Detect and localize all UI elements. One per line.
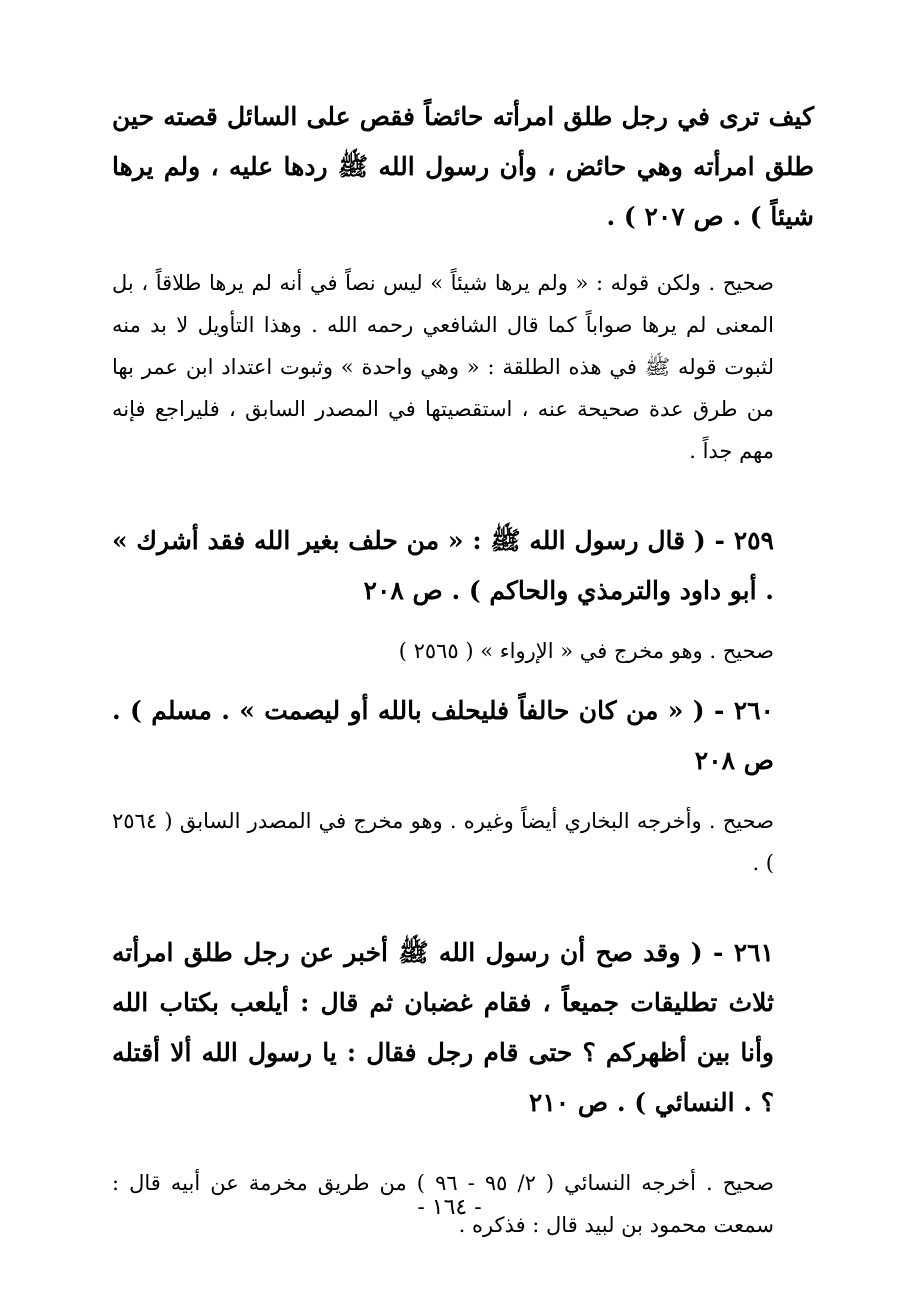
page-number: - ١٦٤ - (417, 1195, 482, 1220)
spacer (112, 884, 814, 928)
answer-paragraph-1: صحيح . ولكن قوله : « ولم يرها شيئاً » ليس نصاً في أنه لم يرها طلاقاً ، بل المعنى لم يرها صواباً كما قال الشافعي رحمه الله . وهذا التأويل لا بد منه لثبوت قوله ﷺ في هذه الطلقة : « وهي واحدة » وثبوت اعتداد ابن عمر بها من طرق عدة صحيحة عنه ، استقصيتها في المصدر السابق ، فليراجع فإنه مهم جداً . (112, 271, 774, 463)
quote-paragraph-1: كيف ترى في رجل طلق امرأته حائضاً فقص على السائل قصته حين طلق امرأته وهي حائض ، وأن رسول الله ﷺ ردها عليه ، ولم يرها شيئاً ) . ص ٢٠٧ ) . (112, 102, 814, 231)
quote-paragraph-259: ٢٥٩ - ( قال رسول الله ﷺ : « من حلف بغير الله فقد أشرك » . أبو داود والترمذي والحاكم ) . ص ٢٠٨ (112, 526, 774, 605)
spacer (112, 1128, 814, 1162)
spacer (112, 616, 814, 630)
spacer (112, 242, 814, 262)
spacer (112, 672, 814, 686)
spacer (112, 472, 814, 516)
answer-paragraph-260: صحيح . وأخرجه البخاري أيضاً وغيره . وهو مخرج في المصدر السابق ( ٢٥٦٤ ) . (112, 809, 774, 875)
answer-paragraph-261: صحيح . أخرجه النسائي ( ٢/ ٩٥ - ٩٦ ) من طريق مخرمة عن أبيه قال : سمعت محمود بن لبيد قال : فذكره . (112, 1171, 774, 1237)
page-body (112, 92, 814, 1246)
quote-paragraph-261: ٢٦١ - ( وقد صح أن رسول الله ﷺ أخبر عن رجل طلق امرأته ثلاث تطليقات جميعاً ، فقام غضبان ثم قال : أيلعب بكتاب الله وأنا بين أظهركم ؟ حتى قام رجل فقال : يا رسول الله ألا أقتله ؟ . النسائي ) . ص ٢١٠ (112, 938, 774, 1117)
quote-paragraph-260: ٢٦٠ - ( « من كان حالفاً فليحلف بالله أو ليصمت » . مسلم ) . ص ٢٠٨ (112, 696, 774, 775)
answer-paragraph-259: صحيح . وهو مخرج في « الإرواء » ( ٢٥٦٥ ) (398, 639, 774, 663)
spacer (112, 786, 814, 800)
